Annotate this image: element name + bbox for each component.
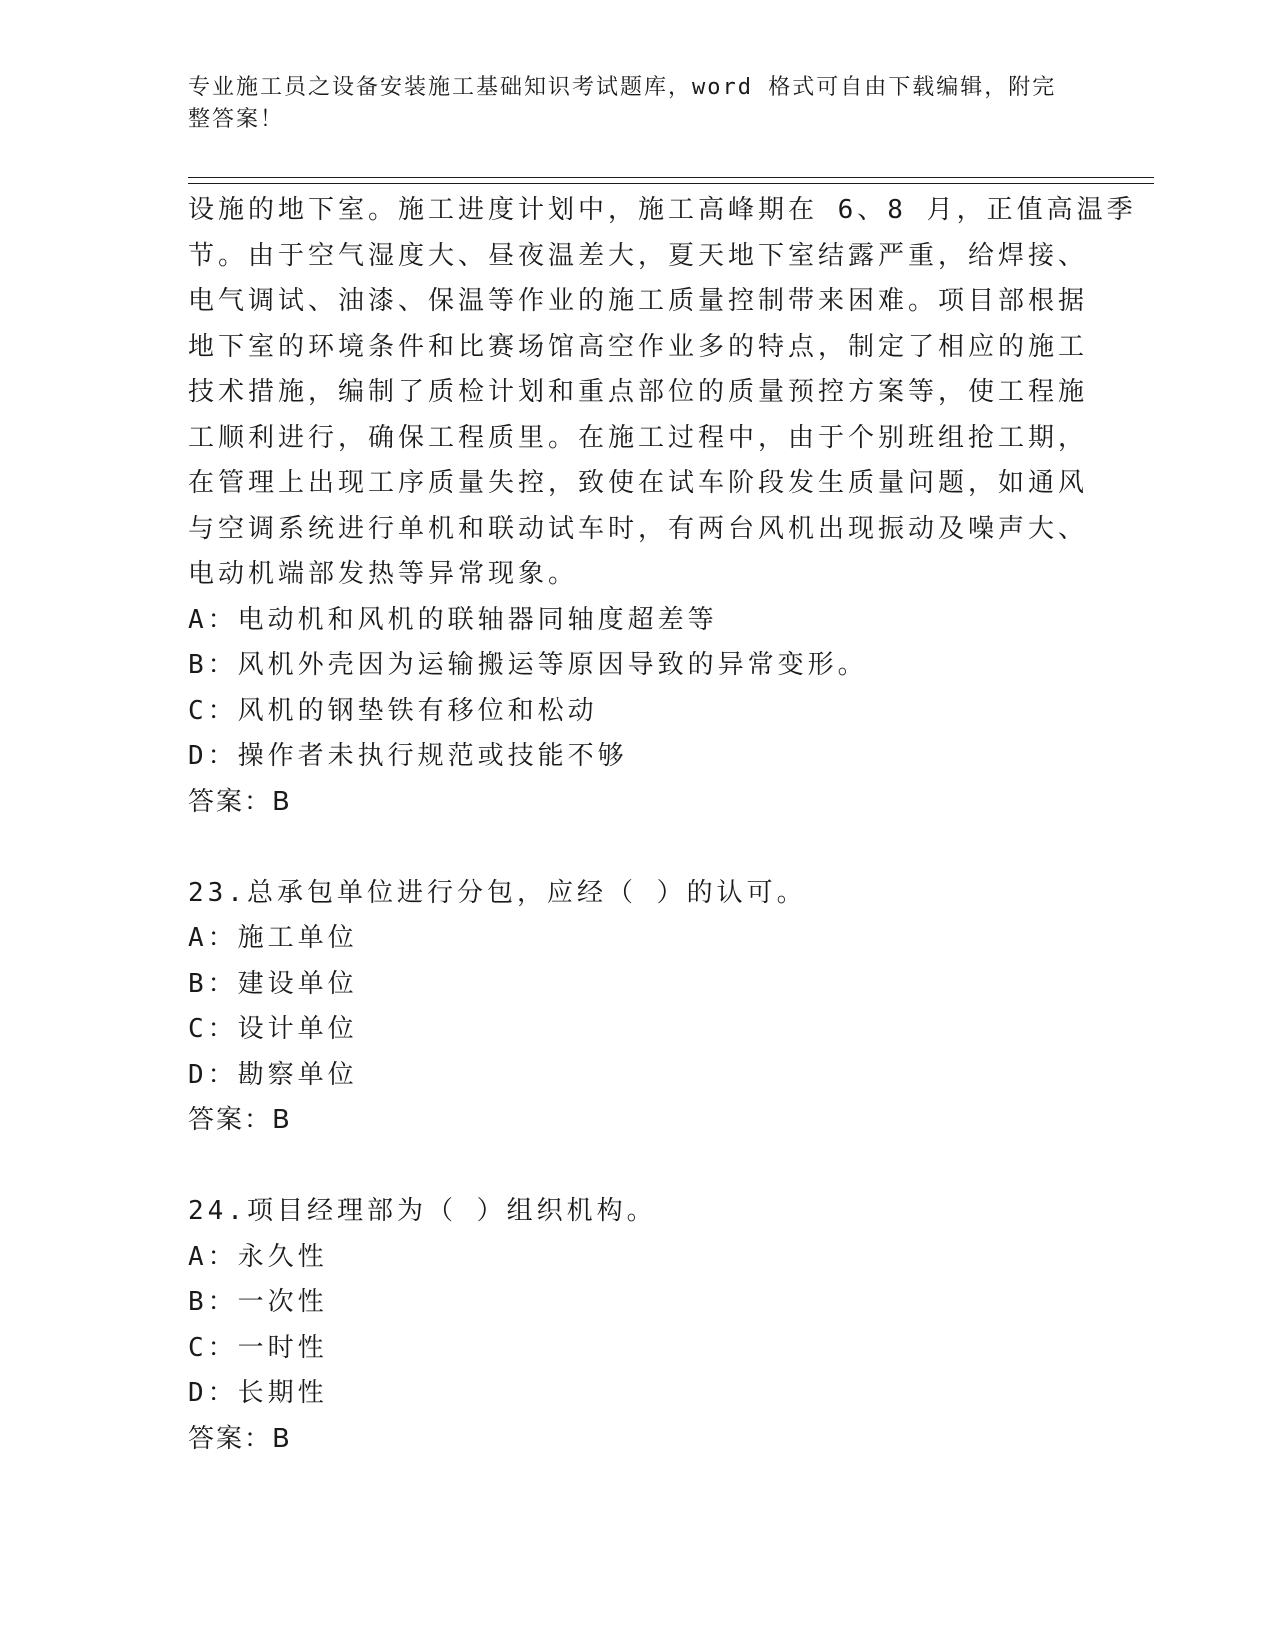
document-header — [188, 72, 1068, 136]
question-stem-line: 节。由于空气湿度大、昼夜温差大，夏天地下室结露严重，给焊接、 — [188, 240, 1089, 271]
option-b: B：风机外壳因为运输搬运等原因导致的异常变形。 — [188, 650, 868, 680]
option-d: D：勘察单位 — [188, 1059, 358, 1090]
option-d: D：长期性 — [188, 1378, 328, 1408]
question-stem-line: 工顺利进行，确保工程质里。在施工过程中，由于个别班组抢工期， — [188, 422, 1089, 453]
option-a: A：永久性 — [188, 1241, 328, 1272]
answer: 答案：B — [188, 786, 292, 817]
question-24 — [188, 1189, 1088, 1462]
header-divider-top — [188, 177, 1154, 178]
header-divider-bottom — [188, 183, 1154, 184]
question-stem: 24.项目经理部为（ ）组织机构。 — [188, 1196, 657, 1226]
document-body — [188, 188, 1137, 1462]
option-a: A：电动机和风机的联轴器同轴度超差等 — [188, 604, 718, 635]
option-c: C：一时性 — [188, 1332, 328, 1363]
option-b: B：一次性 — [188, 1287, 328, 1317]
question-stem-line: 电动机端部发热等异常现象。 — [188, 559, 579, 589]
question-stem-line: 电气调试、油漆、保温等作业的施工质量控制带来困难。项目部根据 — [188, 286, 1089, 316]
answer: 答案：B — [188, 1423, 292, 1454]
question-stem-line: 设施的地下室。施工进度计划中，施工高峰期在 6、8 月，正值高温季 — [188, 195, 1137, 225]
header-line-1: 专业施工员之设备安装施工基础知识考试题库，word 格式可自由下载编辑，附完 — [188, 75, 1057, 100]
option-c: C：设计单位 — [188, 1014, 358, 1044]
question-stem-line: 与空调系统进行单机和联动试车时，有两台风机出现振动及噪声大、 — [188, 513, 1089, 544]
question-stem-line: 技术措施，编制了质检计划和重点部位的质量预控方案等，使工程施 — [188, 377, 1089, 407]
question-stem-line: 地下室的环境条件和比赛场馆高空作业多的特点，制定了相应的施工 — [188, 331, 1089, 362]
question-23 — [188, 871, 1088, 1144]
answer: 答案：B — [188, 1105, 292, 1135]
option-c: C：风机的钢垫铁有移位和松动 — [188, 695, 598, 726]
question-stem: 23.总承包单位进行分包，应经（ ）的认可。 — [188, 877, 807, 908]
option-b: B：建设单位 — [188, 968, 358, 999]
spacer — [188, 1144, 1088, 1190]
header-line-2: 整答案！ — [188, 107, 285, 132]
option-a: A：施工单位 — [188, 923, 358, 953]
question-stem-line: 在管理上出现工序质量失控，致使在试车阶段发生质量问题，如通风 — [188, 468, 1089, 498]
option-d: D：操作者未执行规范或技能不够 — [188, 741, 628, 771]
spacer — [188, 825, 1088, 871]
question-22 — [188, 188, 1137, 825]
